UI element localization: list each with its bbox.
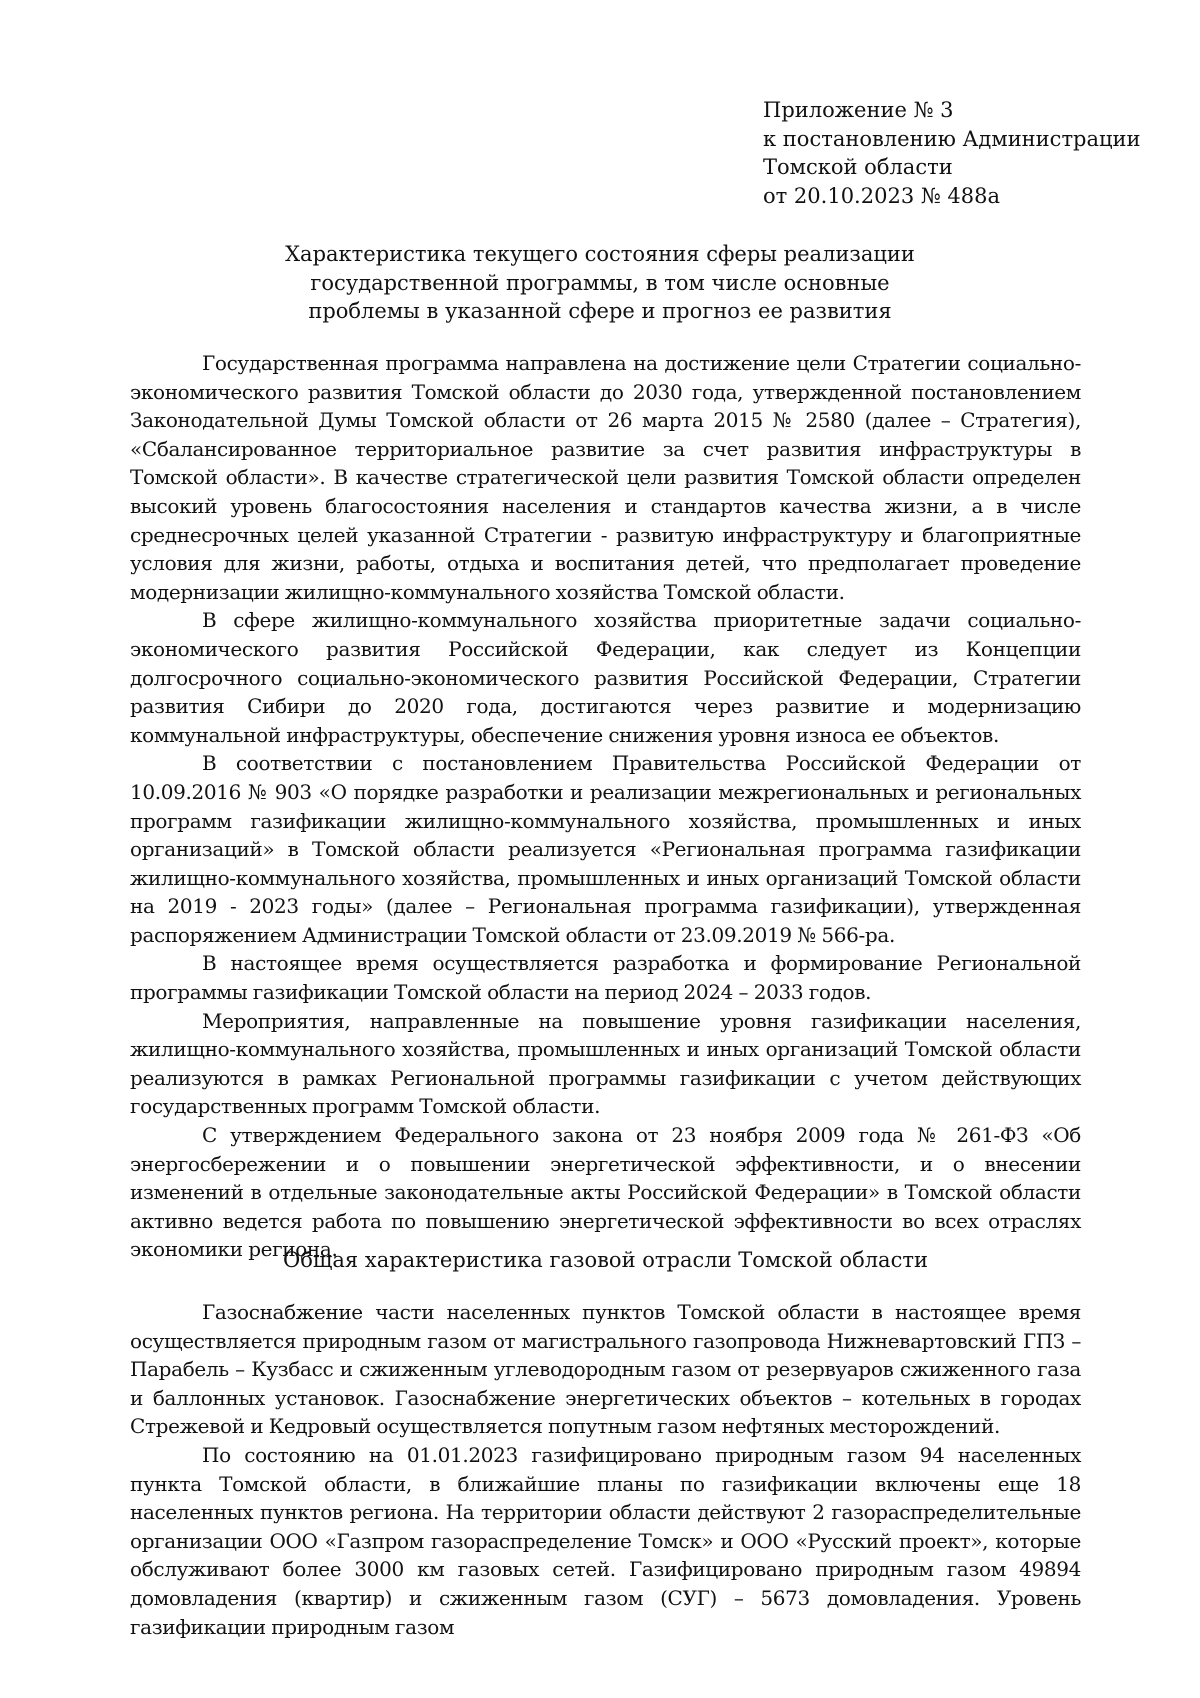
title-line-3: проблемы в указанной сфере и прогноз ее развития — [308, 299, 892, 323]
paragraph: Газоснабжение части населенных пунктов Томской области в настоящее время осуществляется природным газом от магистрального газопровода Нижневартовский ГПЗ – Парабель – Кузбасс и сжиженным углеводородным газом от резервуаров сжиженного газа и баллонных установок. Газоснабжение энергетических объектов – котельных в городах Стрежевой и Кедровый осуществляется попутным газом нефтяных месторождений. — [130, 1300, 1081, 1439]
paragraph: По состоянию на 01.01.2023 газифицировано природным газом 94 населенных пункта Томской области, в ближайшие планы по газификации включены еще 18 населенных пунктов региона. На территории области действуют 2 газораспределительные организации ООО «Газпром газораспределение Томск» и ООО «Русский проект», которые обслуживают более 3000 км газовых сетей. Газифицировано природным газом 49894 домовладения (квартир) и сжиженным газом (СУГ) – 5673 домовладения. Уровень газификации природным газом — [130, 1442, 1081, 1639]
paragraph: В настоящее время осуществляется разработка и формирование Региональной программы газификации Томской области на период 2024 – 2033 годов. — [130, 951, 1081, 1005]
body-text — [130, 349, 1081, 1264]
appendix-number: Приложение № 3 — [763, 98, 954, 122]
document-title — [130, 240, 1070, 326]
paragraph: В сфере жилищно-коммунального хозяйства приоритетные задачи социально-экономического развития Российской Федерации, как следует из Концепции долгосрочного социально-экономического развития Российской Федерации, Стратегии развития Сибири до 2020 года, достигаются через развитие и модернизацию коммунальной инфраструктуры, обеспечение снижения уровня износа ее объектов. — [130, 608, 1081, 747]
appendix-header — [763, 96, 1141, 210]
paragraph: Мероприятия, направленные на повышение уровня газификации населения, жилищно-коммунального хозяйства, промышленных и иных организаций Томской области реализуются в рамках Региональной программы газификации с учетом действующих государственных программ Томской области. — [130, 1008, 1081, 1119]
appendix-date: от 20.10.2023 № 488а — [763, 183, 1000, 208]
paragraph: В соответствии с постановлением Правительства Российской Федерации от 10.09.2016 № 903 «О порядке разработки и реализации межрегиональных и региональных программ газификации жилищно-коммунального хозяйства, промышленных и иных организаций» в Томской области реализуется «Региональная программа газификации жилищно-коммунального хозяйства, промышленных и иных организаций Томской области на 2019 - 2023 годы» (далее – Региональная программа газификации), утвержденная распоряжением Администрации Томской области от 23.09.2019 № 566-ра. — [130, 751, 1081, 947]
appendix-region: Томской области — [763, 155, 953, 179]
paragraph: С утверждением Федерального закона от 23 ноября 2009 года № 261-ФЗ «Об энергосбережении и о повышении энергетической эффективности, и о внесении изменений в отдельные законодательные акты Российской Федерации» в Томской области активно ведется работа по повышению энергетической эффективности во всех отраслях экономики региона. — [130, 1123, 1081, 1262]
title-line-1: Характеристика текущего состояния сферы реализации — [285, 242, 915, 266]
paragraph: Государственная программа направлена на достижение цели Стратегии социально-экономического развития Томской области до 2030 года, утвержденной постановлением Законодательной Думы Томской области от 26 марта 2015 № 2580 (далее – Стратегия), «Сбалансированное территориальное развитие за счет развития инфраструктуры в Томской области». В качестве стратегической цели развития Томской области определен высокий уровень благосостояния населения и стандартов качества жизни, а в числе среднесрочных целей указанной Стратегии - развитую инфраструктуру и благоприятные условия для жизни, работы, отдыха и воспитания детей, что предполагает проведение модернизации жилищно-коммунального хозяйства Томской области. — [130, 351, 1081, 604]
title-line-2: государственной программы, в том числе основные — [310, 270, 890, 295]
appendix-reference: к постановлению Администрации — [763, 126, 1141, 151]
section-heading: Общая характеристика газовой отрасли Томской области — [283, 1248, 928, 1272]
section-body-text — [130, 1298, 1081, 1641]
